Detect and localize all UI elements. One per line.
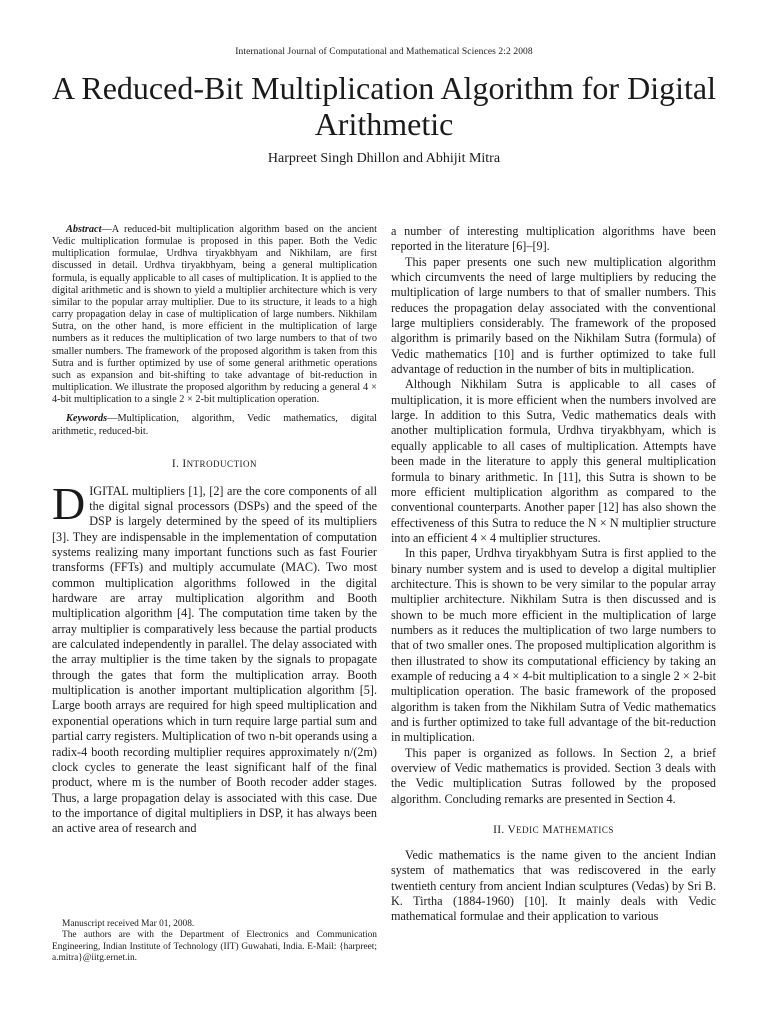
abstract-text: —A reduced-bit multiplication algorithm based on the ancient Vedic multiplication formulae is proposed in this paper. Both the Vedic multiplication formulae, Urdhva tiryakbhyam and Nikhilam, are first discussed in detail. Urdhva tiryakbhyam, being a general multiplication formula, is equally applicable to all cases of multiplication. It is applied to the digital arithmetic and is shown to yield a multiplier architecture which is very similar to the popular array multiplier. Due to its structure, it leads to a high carry propagation delay in case of multiplication of large numbers. Nikhilam Sutra, on the other hand, is more efficient in the multiplication of large numbers as it reduces the multiplication of two large numbers to that of two smaller numbers. The framework of the proposed algorithm is taken from this Sutra and is further optimized by use of some general arithmetic operations such as expansion and bit-shifting to take advantage of bit-reduction in multiplication. We illustrate the proposed algorithm by reducing a general 4 × 4-bit multiplication to a single 2 × 2-bit multiplication operation.	[52, 224, 377, 406]
section-heading-vedic-mathematics	[391, 824, 716, 836]
section-numeral: II.	[493, 824, 505, 837]
paragraph-nikhilam: Although Nikhilam Sutra is applicable to all cases of multiplication, it is more efficient when the numbers involved are large. In addition to this Sutra, Vedic mathematics deals with another multiplication formula, Urdhva tiryakbhyam, which is equally applicable to all cases of multiplication. Attempts have been made in the literature to apply this general multiplication formula to binary arithmetic. In [11], this Sutra is shown to be more efficient multiplication algorithm as compared to the conventional counterparts. Another paper [12] has also shown the effectiveness of this Sutra to reduce the N × N multiplier structure into an efficient 4 × 4 multiplier structures.	[391, 377, 716, 545]
abstract	[52, 224, 377, 406]
keywords-text: —Multiplication, algorithm, Vedic mathematics, digital arithmetic, reduced-bit.	[52, 413, 377, 437]
intro-text: IGITAL multipliers [1], [2] are the core components of all the digital signal processors (DSPs) and the speed of the DSP is largely determined by the speed of its multipliers [3]. They are indispensable in the implementation of computation systems realizing many important functions such as fast Fourier transforms (FFTs) and multiply accumulate (MAC). Two most common multiplication algorithms followed in the digital hardware are array multiplication algorithm and Booth multiplication algorithm [4]. The computation time taken by the array multiplier is comparatively less because the partial products are calculated independently in parallel. The delay associated with the array multiplier is the time taken by the signals to propagate through the gates that form the multiplication array. Booth multiplication is another important multiplication algorithm [5]. Large booth arrays are required for high speed multiplication and exponential operations which in turn require large partial sum and partial carry registers. Multiplication of two n-bit operands using a radix-4 booth recording multiplier requires approximately n/(2m) clock cycles to generate the least significant half of the final product, where m is the number of Booth recoder adder stages. Thus, a large propagation delay is associated with this case. Due to the importance of digital multipliers in DSP, it has always been an active area of research and	[52, 483, 377, 836]
paragraph-vedic: Vedic mathematics is the name given to the ancient Indian system of mathematics that was rediscovered in the early twentieth century from ancient Indian sculptures (Vedas) by Sri B. K. Tirtha (1884-1960) [10]. It mainly deals with Vedic mathematical formulae and their application to various	[391, 848, 716, 924]
section-title-rest-2: ATHEMATICS	[552, 825, 614, 836]
section-title-rest-1: EDIC	[516, 825, 540, 836]
section-numeral: I.	[171, 457, 180, 470]
paper-title: A Reduced-Bit Multiplication Algorithm for Digital Arithmetic	[52, 70, 716, 142]
footnote-received: Manuscript received Mar 01, 2008.	[62, 919, 195, 929]
drop-cap: D	[52, 477, 86, 529]
footnote-affiliation: The authors are with the Department of Electronics and Communication Engineering, Indian Institute of Technology (IIT) Guwahati, India. E-Mail: {harpreet; a.mitra}@iitg.ernet.in.	[52, 930, 377, 964]
paragraph-proposal: This paper presents one such new multiplication algorithm which circumvents the need of large multipliers by reducing the multiplication of large numbers to that of smaller numbers. This reduces the propagation delay associated with the conventional large multipliers considerably. The framework of the proposed algorithm is primarily based on the Nikhilam Sutra (formula) of Vedic mathematics [10] and is further optimized to take full advantage of reduction in the number of bits in multiplication.	[391, 254, 716, 377]
abstract-label: Abstract	[66, 224, 102, 235]
paragraph-continued: a number of interesting multiplication algorithms have been reported in the literature [6]–[9].	[391, 224, 716, 254]
left-column	[52, 224, 377, 837]
intro-paragraph	[52, 477, 377, 837]
keywords	[52, 413, 377, 437]
keywords-label: Keywords	[66, 413, 108, 425]
section-title-first-2: M	[542, 824, 553, 837]
right-column	[391, 224, 716, 925]
section-title-first: I	[182, 457, 187, 470]
section-heading-introduction	[52, 458, 377, 470]
section-title-rest: NTRODUCTION	[186, 458, 258, 469]
footnote	[52, 919, 377, 965]
journal-header: International Journal of Computational and Mathematical Sciences 2:2 2008	[235, 47, 533, 57]
section-title-first-1: V	[507, 824, 517, 837]
authors: Harpreet Singh Dhillon and Abhijit Mitra	[267, 151, 501, 166]
paragraph-urdhva: In this paper, Urdhva tiryakbhyam Sutra is first applied to the binary number system and is used to develop a digital multiplier architecture. This is shown to be very similar to the popular array multiplier architecture. Nikhilam Sutra is then discussed and is shown to be much more efficient in the multiplication of large numbers as it reduces the multiplication of two large numbers to that of two smaller ones. The proposed multiplication algorithm is then illustrated to show its computational efficiency by taking an example of reducing a 4 × 4-bit multiplication to a single 2 × 2-bit multiplication operation. The basic framework of the proposed algorithm is taken from the Nikhilam Sutra of Vedic mathematics and is further optimized to take full advantage of the bit-reduction in multiplication.	[391, 546, 716, 745]
paragraph-organization: This paper is organized as follows. In Section 2, a brief overview of Vedic mathematics is provided. Section 3 deals with the Vedic multiplication Sutras followed by the proposed algorithm. Concluding remarks are presented in Section 4.	[391, 745, 716, 806]
